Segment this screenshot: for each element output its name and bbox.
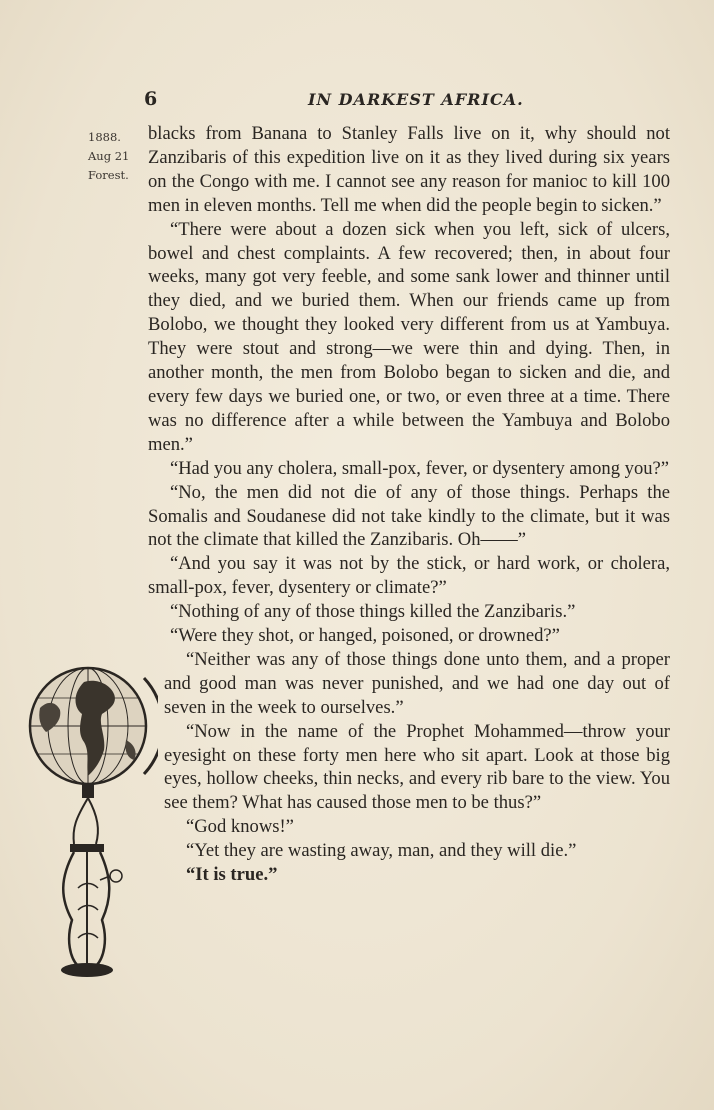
margin-note-year: 1888. <box>88 130 121 144</box>
page-header <box>0 88 714 118</box>
running-title: IN DARKEST AFRICA. <box>308 90 524 109</box>
paragraph-7: “Were they shot, or hanged, poisoned, or drowned?” <box>170 625 560 647</box>
globe-ornament <box>26 648 158 984</box>
paragraph-4: “No, the men did not die of any of those things. Perhaps the Somalis and Soudanese did not take kindly to the climate, but it was not the climate that killed the Zanzibaris. Oh——” <box>148 481 670 551</box>
margin-note <box>88 128 138 185</box>
margin-note-date: Aug 21 <box>88 149 130 163</box>
paragraph-2: “There were about a dozen sick when you left, sick of ulcers, bowel and chest complaints. A few recovered; then, in about four weeks, many got very feeble, and some sank lower and thinner until they died, and we buried them. When our friends came up from Bolobo, we thought they looked very different from us at Yambuya. They were stout and strong—we were thin and dying. Then, in another month, the men from Bolobo began to sicken and die, and every few days we buried one, or two, or even three at a time. There was no difference after a while between the Yambuya and Bolobo men.” <box>148 218 670 455</box>
paragraph-5: “And you say it was not by the stick, or hard work, or cholera, small-pox, fever, dysentery or climate?” <box>148 553 670 599</box>
paragraph-12: “It is true.” <box>186 864 278 886</box>
paragraph-10: “God knows!” <box>186 816 294 838</box>
paragraph-3: “Had you any cholera, small-pox, fever, or dysentery among you?” <box>170 457 670 479</box>
paragraph-6: “Nothing of any of those things killed the Zanzibaris.” <box>170 601 576 623</box>
paragraph-11: “Yet they are wasting away, man, and they will die.” <box>186 840 577 862</box>
margin-note-place: Forest. <box>88 168 129 182</box>
body-text <box>148 122 670 984</box>
globe-icon <box>26 648 158 984</box>
paragraph-8: “Neither was any of those things done unto them, and a proper and good man was never punished, and we had one day out of seven in the week to ourselves.” <box>164 648 670 718</box>
paragraph-9: “Now in the name of the Prophet Mohammed—throw your eyesight on these forty men here who sit apart. Look at those big eyes, hollow cheeks, thin necks, and every rib bare to the view. You see them? What has caused those men to be thus?” <box>164 720 670 814</box>
paragraph-1: blacks from Banana to Stanley Falls live on it, why should not Zanzibaris of this expedition live on it as they lived during six years on the Congo with me. I cannot see any reason for manioc to kill 100 men in eleven months. Tell me when did the people begin to sicken.” <box>148 123 670 216</box>
page-number: 6 <box>144 88 158 110</box>
